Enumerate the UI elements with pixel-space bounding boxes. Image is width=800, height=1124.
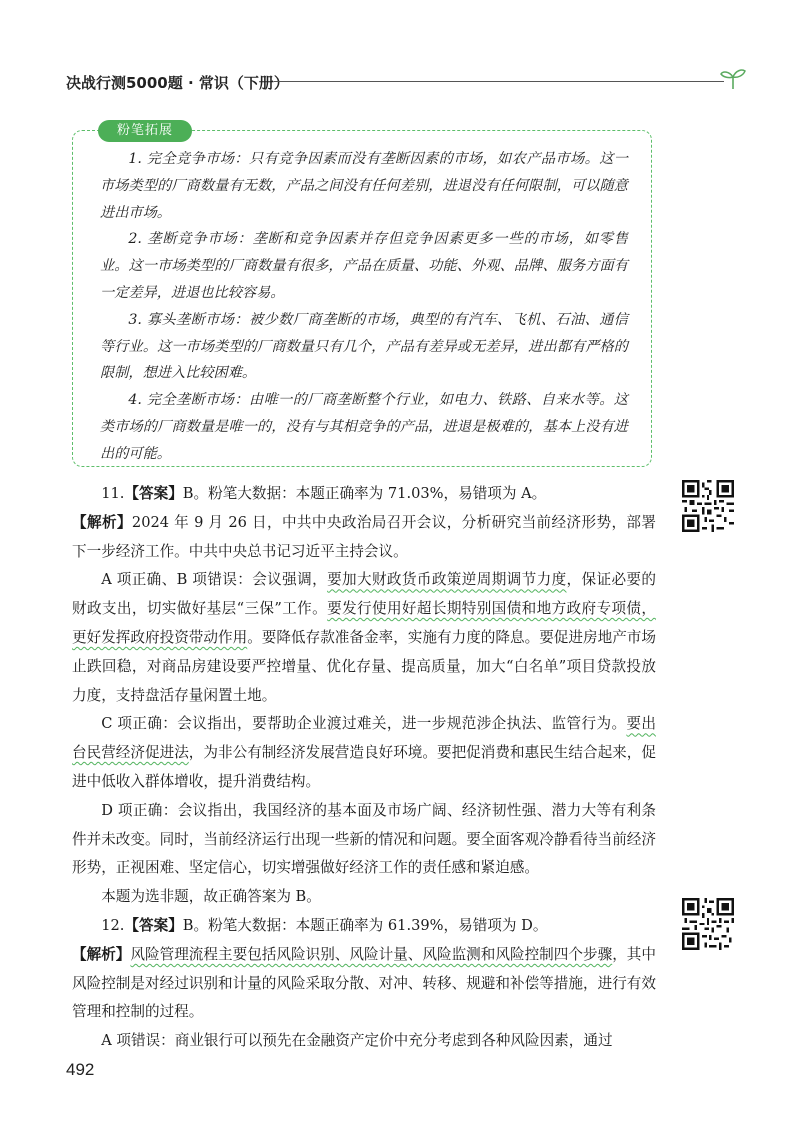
q12-analysis xyxy=(72,941,656,1027)
highlight-text: 要加大财政货币政策逆周期调节力度 xyxy=(327,571,567,589)
text-run: ，其中风险控制是对经过识别和计量的风险采取分散、对冲、转移、规避和补偿等措施，进行有效管理和控制的过程。 xyxy=(72,945,656,1021)
extension-tag: 粉笔拓展 xyxy=(98,120,192,142)
text-run: ，为非公有制经济发展营造良好环境。要把促消费和惠民生结合起来，促进中低收入群体增收，提升消费结构。 xyxy=(72,744,656,790)
qr-code-icon[interactable] xyxy=(682,898,734,950)
page-number: 492 xyxy=(66,1060,95,1079)
answer-explanations xyxy=(72,480,656,1056)
text-run: 。要降低存款准备金率，实施有力度的降息。要促进房地产市场止跌回稳，对商品房建设要严控增量、优化存量、提高质量，加大“白名单”项目贷款投放力度，支持盘活存量闲置土地。 xyxy=(72,628,656,704)
extension-paragraph: 1. 完全竞争市场：只有竞争因素而没有垄断因素的市场，如农产品市场。这一市场类型的厂商数量有无数，产品之间没有任何差别，进退没有任何限制，可以随意进出市场。 xyxy=(100,151,628,221)
extension-content xyxy=(100,146,628,468)
q11-option-c-analysis xyxy=(72,710,656,796)
question-number: 12. xyxy=(101,916,125,934)
sprout-icon xyxy=(720,66,746,90)
answer-label: 【答案】 xyxy=(124,916,183,934)
text-run: C 项正确：会议指出，要帮助企业渡过难关，进一步规范涉企执法、监管行为。 xyxy=(101,715,627,733)
highlight-text: 要出台民营经济促进法 xyxy=(72,715,656,762)
extension-paragraph: 4. 完全垄断市场：由唯一的厂商垄断整个行业，如电力、铁路、自来水等。这类市场的厂商数量是唯一的，没有与其相竞争的产品，进退是极难的，基本上没有进出的可能。 xyxy=(100,392,628,462)
q11-option-a-analysis xyxy=(72,566,656,710)
q11-analysis xyxy=(72,509,656,567)
answer-text: B。粉笔大数据：本题正确率为 61.39%，易错项为 D。 xyxy=(182,916,548,934)
highlight-text: 要发行使用好超长期特别国债和地方政府专项债，更好发挥政府投资带动作用 xyxy=(72,600,656,646)
answer-text: B。粉笔大数据：本题正确率为 71.03%，易错项为 A。 xyxy=(182,485,547,502)
text-run: ，保证必要的财政支出，切实做好基层“三保”工作。 xyxy=(72,571,656,618)
highlight-text: 风险管理流程主要包括风险识别、风险计量、风险监测和风险控制四个步骤 xyxy=(130,945,613,963)
q11-option-d-analysis: D 项正确：会议指出，我国经济的基本面及市场广阔、经济韧性强、潜力大等有利条件并未改变。同时，当前经济运行出现一些新的情况和问题。要全面客观冷静看待当前经济形势，正视困难、坚定信心，切实增强做好经济工作的责任感和紧迫感。 xyxy=(72,801,656,877)
q11-conclusion: 本题为选非题，故正确答案为 B。 xyxy=(101,888,321,906)
qr-code-icon[interactable] xyxy=(682,480,734,532)
text-run: A 项正确、B 项错误：会议强调， xyxy=(101,571,328,589)
analysis-label: 【解析】 xyxy=(72,945,131,963)
extension-paragraph: 3. 寡头垄断市场：被少数厂商垄断的市场，典型的有汽车、飞机、石油、通信等行业。这一市场类型的厂商数量只有几个，产品有差异或无差异，进出都有严格的限制，想进入比较困难。 xyxy=(100,311,628,382)
answer-label: 【答案】 xyxy=(124,485,183,502)
book-title: 决战行测5000题 · 常识（下册） xyxy=(66,74,289,92)
running-header xyxy=(66,66,746,96)
question-number: 11. xyxy=(101,485,125,502)
q11-answer-line xyxy=(72,480,656,509)
q12-option-a-analysis: A 项错误：商业银行可以预先在金融资产定价中充分考虑到各种风险因素，通过 xyxy=(101,1032,613,1050)
analysis-label: 【解析】 xyxy=(72,513,132,531)
header-rule xyxy=(274,81,724,82)
q12-answer-line xyxy=(72,912,656,941)
analysis-text: 2024 年 9 月 26 日，中共中央政治局召开会议，分析研究当前经济形势，部署下一步经济工作。中共中央总书记习近平主持会议。 xyxy=(72,513,656,560)
extension-paragraph: 2. 垄断竞争市场：垄断和竞争因素并存但竞争因素更多一些的市场，如零售业。这一市场类型的厂商数量有很多，产品在质量、功能、外观、品牌、服务方面有一定差异，进退也比较容易。 xyxy=(100,231,628,301)
